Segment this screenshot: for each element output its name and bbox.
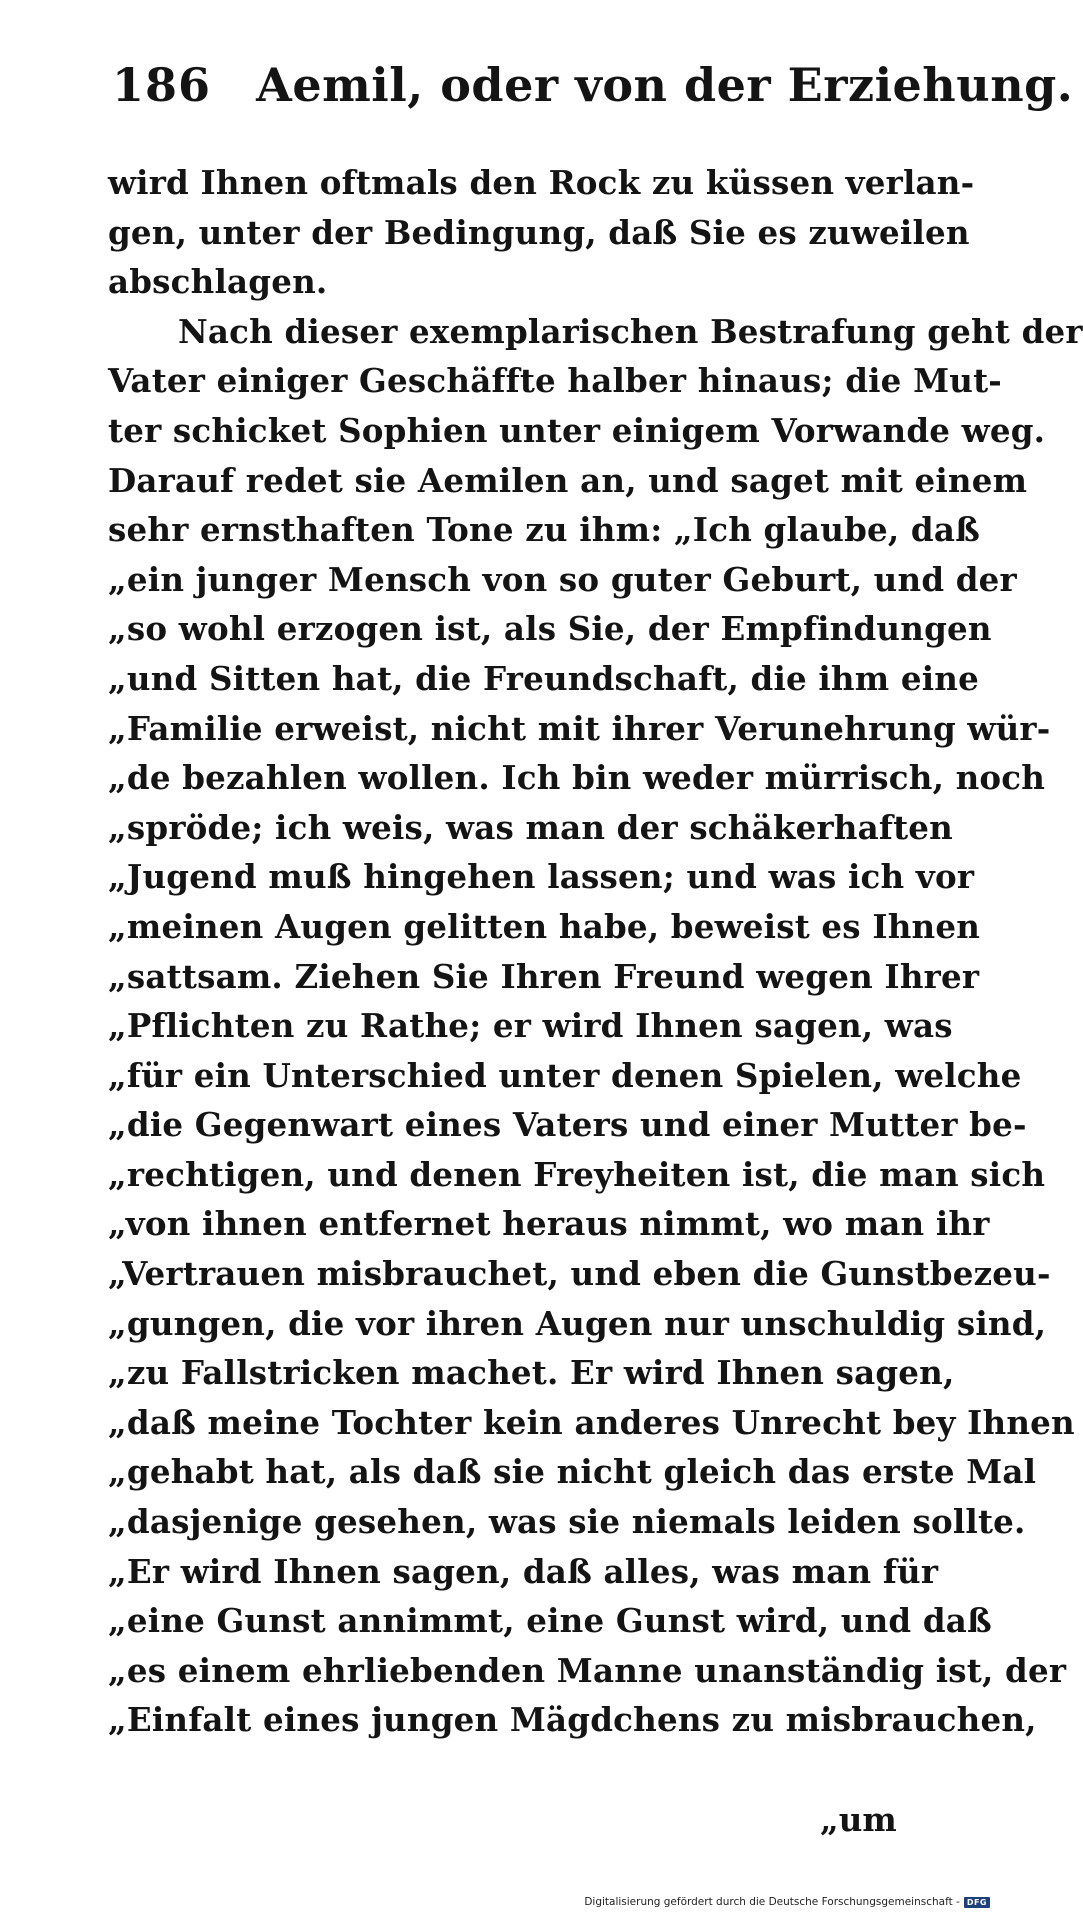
text-line: „Familie erweist, nicht mit ihrer Verunehrung wür-: [108, 708, 1051, 748]
text-line: „Vertrauen misbrauchet, und eben die Gunstbezeu-: [108, 1254, 1051, 1294]
text-line: wird Ihnen oftmals den Rock zu küssen verlan-: [108, 163, 975, 202]
text-line: Nach dieser exemplarischen Bestrafung geht der: [178, 311, 1083, 351]
text-line: „die Gegenwart eines Vaters und einer Mutter be-: [108, 1105, 1027, 1145]
text-line: „gungen, die vor ihren Augen nur unschuldig sind,: [108, 1303, 1047, 1343]
text-line: „gehabt hat, als daß sie nicht gleich das erste Mal: [108, 1452, 1037, 1492]
text-line: „zu Fallstricken machet. Er wird Ihnen sagen,: [108, 1353, 955, 1393]
digitization-credit: [584, 1896, 990, 1908]
text-line: „es einem ehrliebenden Manne unanständig ist, der: [108, 1650, 1067, 1690]
text-line: „Einfalt eines jungen Mägdchens zu misbrauchen,: [108, 1700, 1037, 1740]
text-line: „meinen Augen gelitten habe, beweist es Ihnen: [108, 906, 981, 946]
text-line: „für ein Unterschied unter denen Spielen, welche: [108, 1055, 1022, 1095]
dfg-logo-icon: DFG: [964, 1897, 990, 1908]
text-line: „ein junger Mensch von so guter Geburt, und der: [108, 559, 1017, 599]
text-line: „so wohl erzogen ist, als Sie, der Empfindungen: [108, 609, 992, 649]
text-line: Vater einiger Geschäffte halber hinaus; die Mut-: [108, 361, 1002, 401]
text-line: sehr ernsthaften Tone zu ihm: „Ich glaube, daß: [108, 510, 981, 550]
body-text: [108, 158, 1083, 1745]
text-line: Darauf redet sie Aemilen an, und saget mit einem: [108, 460, 1028, 500]
text-line: „daß meine Tochter kein anderes Unrecht bey Ihnen: [108, 1402, 1075, 1442]
running-head: Aemil, oder von der Erziehung.: [256, 58, 1074, 112]
text-line: „dasjenige gesehen, was sie niemals leiden sollte.: [108, 1502, 1026, 1542]
text-line: gen, unter der Bedingung, daß Sie es zuweilen: [108, 212, 970, 252]
text-line: „de bezahlen wollen. Ich bin weder mürrisch, noch: [108, 758, 1046, 798]
text-line: „und Sitten hat, die Freundschaft, die ihm eine: [108, 658, 979, 698]
text-line: „Pflichten zu Rathe; er wird Ihnen sagen, was: [108, 1006, 953, 1046]
text-line: abschlagen.: [108, 262, 328, 302]
text-line: „von ihnen entfernet heraus nimmt, wo man ihr: [108, 1204, 990, 1244]
text-line: „Jugend muß hingehen lassen; und was ich vor: [108, 857, 975, 897]
text-line: „sattsam. Ziehen Sie Ihren Freund wegen Ihrer: [108, 956, 980, 996]
text-line: „rechtigen, und denen Freyheiten ist, die man sich: [108, 1154, 1046, 1194]
page-header: [112, 58, 1074, 128]
text-line: „eine Gunst annimmt, eine Gunst wird, und daß: [108, 1601, 992, 1641]
text-line: „spröde; ich weis, was man der schäkerhaften: [108, 807, 953, 847]
credit-text: Digitalisierung gefördert durch die Deutsche Forschungsgemeinschaft -: [584, 1896, 960, 1908]
page-number: 186: [112, 58, 212, 112]
text-line: ter schicket Sophien unter einigem Vorwande weg.: [108, 410, 1046, 450]
text-line: „Er wird Ihnen sagen, daß alles, was man für: [108, 1551, 939, 1591]
catchword: „um: [820, 1800, 897, 1839]
